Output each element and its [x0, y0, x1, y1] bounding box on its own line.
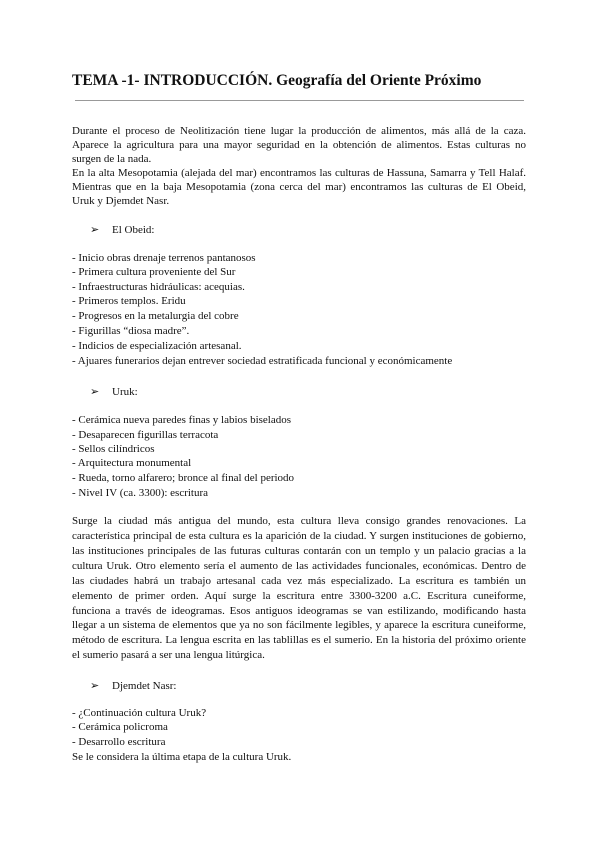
list-item: - Indicios de especialización artesanal. — [72, 340, 242, 352]
arrowhead-bullet-icon: ➢ — [90, 224, 100, 236]
list-item: - Rueda, torno alfarero; bronce al final del periodo — [72, 472, 295, 484]
paragraph-line: llegar a un sistema de elementos que ya no son fácilmente legibles, y aparece la escritura cuneiforme, — [72, 619, 526, 631]
list-item: - Cerámica nueva paredes finas y labios biselados — [72, 414, 292, 426]
section-heading-uruk — [90, 385, 544, 400]
list-item: - Primeros templos. Eridu — [72, 295, 186, 307]
paragraph-line: método de escritura. La lengua escrita en las tablillas es el sumerio. En la historia del próximo oriente — [72, 634, 526, 646]
arrowhead-bullet-icon: ➢ — [90, 386, 100, 398]
list-item: - Primera cultura proveniente del Sur — [72, 266, 236, 278]
closing-line: Se le considera la última etapa de la cultura Uruk. — [72, 751, 292, 763]
list-item: - Progresos en la metalurgia del cobre — [72, 310, 239, 322]
title-divider — [75, 100, 524, 101]
list-item: - Inicio obras drenaje terrenos pantanosos — [72, 252, 256, 264]
page-title: TEMA -1- INTRODUCCIÓN. Geografía del Oriente Próximo — [72, 72, 482, 89]
arrowhead-bullet-icon: ➢ — [90, 680, 100, 692]
paragraph-line: elemento de primer orden. Aquí surge la escritura entre 3300-3200 a.C. Escritura cuneiforme, — [72, 590, 526, 602]
paragraph-line: Surge la ciudad más antigua del mundo, esta cultura lleva consigo grandes renovaciones. La — [72, 515, 526, 527]
intro-line: Uruk y Djemdet Nasr. — [72, 195, 170, 207]
list-item: - ¿Continuación cultura Uruk? — [72, 707, 207, 719]
section-heading-djemdet-nasr — [90, 679, 544, 694]
intro-line: surgen de la nada. — [72, 153, 152, 165]
intro-line: En la alta Mesopotamia (alejada del mar) encontramos las culturas de Hassuna, Samarra y Tell Halaf. — [72, 167, 526, 179]
heading-text: El Obeid: — [112, 224, 155, 236]
paragraph-line: las ciudades habrá un trabajo artesanal cada vez más especializado. La escritura es también un — [72, 575, 526, 587]
list-item: - Figurillas “diosa madre”. — [72, 325, 190, 337]
intro-line: Aparece la agricultura para una mayor seguridad en la obtención de alimentos. Estas culturas no — [72, 139, 526, 151]
list-item: - Infraestructuras hidráulicas: acequias. — [72, 281, 245, 293]
section-heading-el-obeid — [90, 223, 544, 238]
paragraph-line: las instituciones principales de las futuras culturas contarán con un templo y un palacio gracias a la — [72, 545, 526, 557]
list-item: - Ajuares funerarios dejan entrever sociedad estratificada funcional y económicamente — [72, 355, 453, 367]
paragraph-line: el sumerio pasará a ser una lengua litúrgica. — [72, 649, 265, 661]
paragraph-line: funciona a través de ideogramas. Esos antiguos ideogramas se van estilizando, modificando hasta — [72, 605, 526, 617]
heading-text: Uruk: — [112, 386, 138, 398]
intro-line: Durante el proceso de Neolitización tiene lugar la producción de alimentos, más allá de la caza. — [72, 125, 526, 137]
list-item: - Cerámica policroma — [72, 721, 168, 733]
list-item: - Desaparecen figurillas terracota — [72, 429, 219, 441]
intro-line: Mientras que en la baja Mesopotamia (zona cerca del mar) encontramos las culturas de El Obeid, — [72, 181, 526, 193]
list-item: - Sellos cilíndricos — [72, 443, 155, 455]
paragraph-line: característica principal de esta cultura es la aparición de la ciudad. Y surgen instituciones de gobierno, — [72, 530, 526, 542]
list-item: - Arquitectura monumental — [72, 457, 192, 469]
list-item: - Nivel IV (ca. 3300): escritura — [72, 487, 209, 499]
list-item: - Desarrollo escritura — [72, 736, 166, 748]
heading-text: Djemdet Nasr: — [112, 680, 177, 692]
paragraph-line: cultura Uruk. Otro elemento sería el aumento de las actividades funcionales, económicas. Dentro de — [72, 560, 526, 572]
